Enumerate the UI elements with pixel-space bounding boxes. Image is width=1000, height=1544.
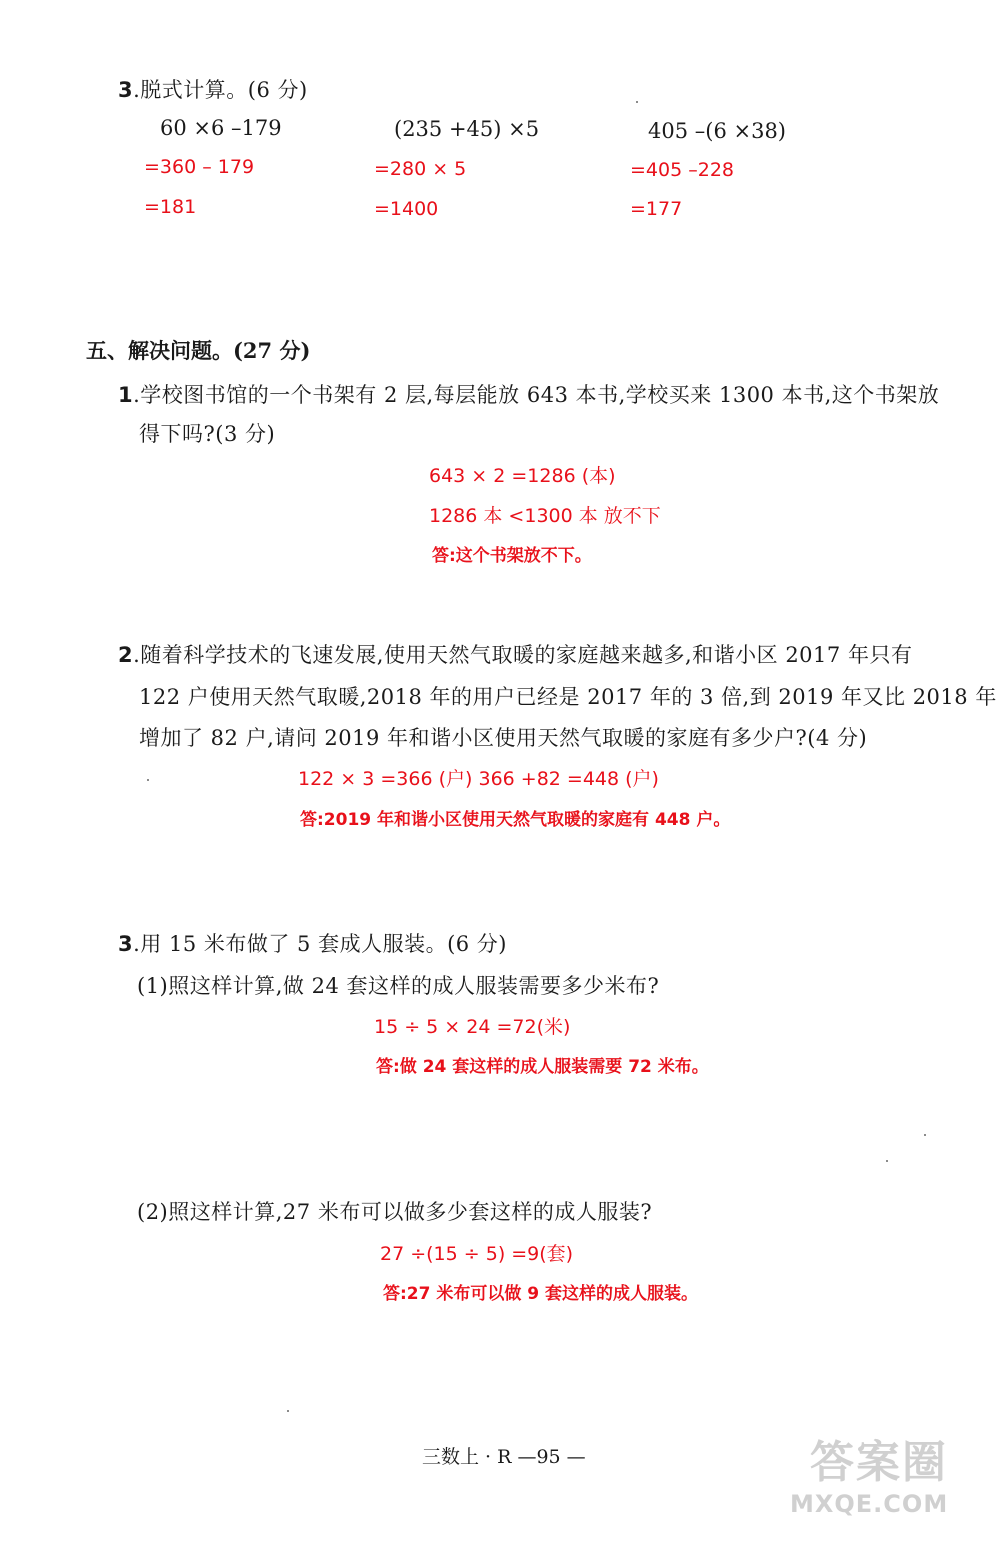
problem-2-line2: 122 户使用天然气取暖,2018 年的用户已经是 2017 年的 3 倍,到 2019 年又比 2018 年 [139,685,997,709]
calc-step2-2: =1400 [374,198,439,220]
problem-2-line3: 增加了 82 户,请问 2019 年和谐小区使用天然气取暖的家庭有多少户?(4 分) [139,726,868,750]
page-footer: 三数上 · R —95 — [422,1446,586,1468]
scan-speck [147,779,149,781]
problem-3-sub2-answer-calc: 27 ÷(15 ÷ 5) =9(套) [380,1243,574,1265]
calc-expression-1: 60 ×6 –179 [160,116,282,140]
section-5-heading: 五、解决问题。(27 分) [86,338,311,363]
scan-speck [636,101,638,103]
problem-1-line2: 得下吗?(3 分) [139,422,276,446]
problem-3-sub1-answer-statement: 答:做 24 套这样的成人服装需要 72 米布。 [376,1057,709,1077]
scan-speck [886,1160,888,1162]
problem-1-answer-calc: 643 × 2 =1286 (本) [429,465,616,487]
problem-1-answer-compare: 1286 本 <1300 本 放不下 [429,505,661,527]
calc-step2-1: =181 [144,196,197,218]
problem-1-answer-statement: 答:这个书架放不下。 [432,546,592,566]
problem-3-sub2: (2)照这样计算,27 米布可以做多少套这样的成人服装? [137,1200,653,1224]
calc-step1-2: =280 × 5 [374,158,467,180]
problem-1-line1: 1.学校图书馆的一个书架有 2 层,每层能放 643 本书,学校买来 1300 本书,这个书架放 [118,383,940,407]
problem-3-line1: 3.用 15 米布做了 5 套成人服装。(6 分) [118,932,508,956]
problem-3-sub2-answer-statement: 答:27 米布可以做 9 套这样的成人服装。 [383,1284,699,1304]
problem-3-sub1-answer-calc: 15 ÷ 5 × 24 =72(米) [374,1016,571,1038]
calc-expression-3: 405 –(6 ×38) [648,119,786,143]
question-number: 1 [118,383,134,407]
problem-2-answer-calc: 122 × 3 =366 (户) 366 +82 =448 (户) [298,768,659,790]
problem-3-sub1: (1)照这样计算,做 24 套这样的成人服装需要多少米布? [137,974,660,998]
calc-expression-2: (235 +45) ×5 [394,117,540,141]
question-number: 3 [118,78,134,102]
question-number: 2 [118,643,134,667]
scan-speck [924,1134,926,1136]
calc-step2-3: =177 [630,198,683,220]
scan-speck [287,1410,289,1412]
question-number: 3 [118,932,134,956]
question-3-title: 3.脱式计算。(6 分) [118,78,308,102]
watermark-logo: 答案圈 [810,1437,948,1488]
problem-2-line1: 2.随着科学技术的飞速发展,使用天然气取暖的家庭越来越多,和谐小区 2017 年只有 [118,643,913,667]
calc-step1-1: =360 – 179 [144,156,255,178]
watermark-url: MXQE.COM [790,1490,949,1518]
calc-step1-3: =405 –228 [630,159,734,181]
problem-2-answer-statement: 答:2019 年和谐小区使用天然气取暖的家庭有 448 户。 [300,810,731,830]
